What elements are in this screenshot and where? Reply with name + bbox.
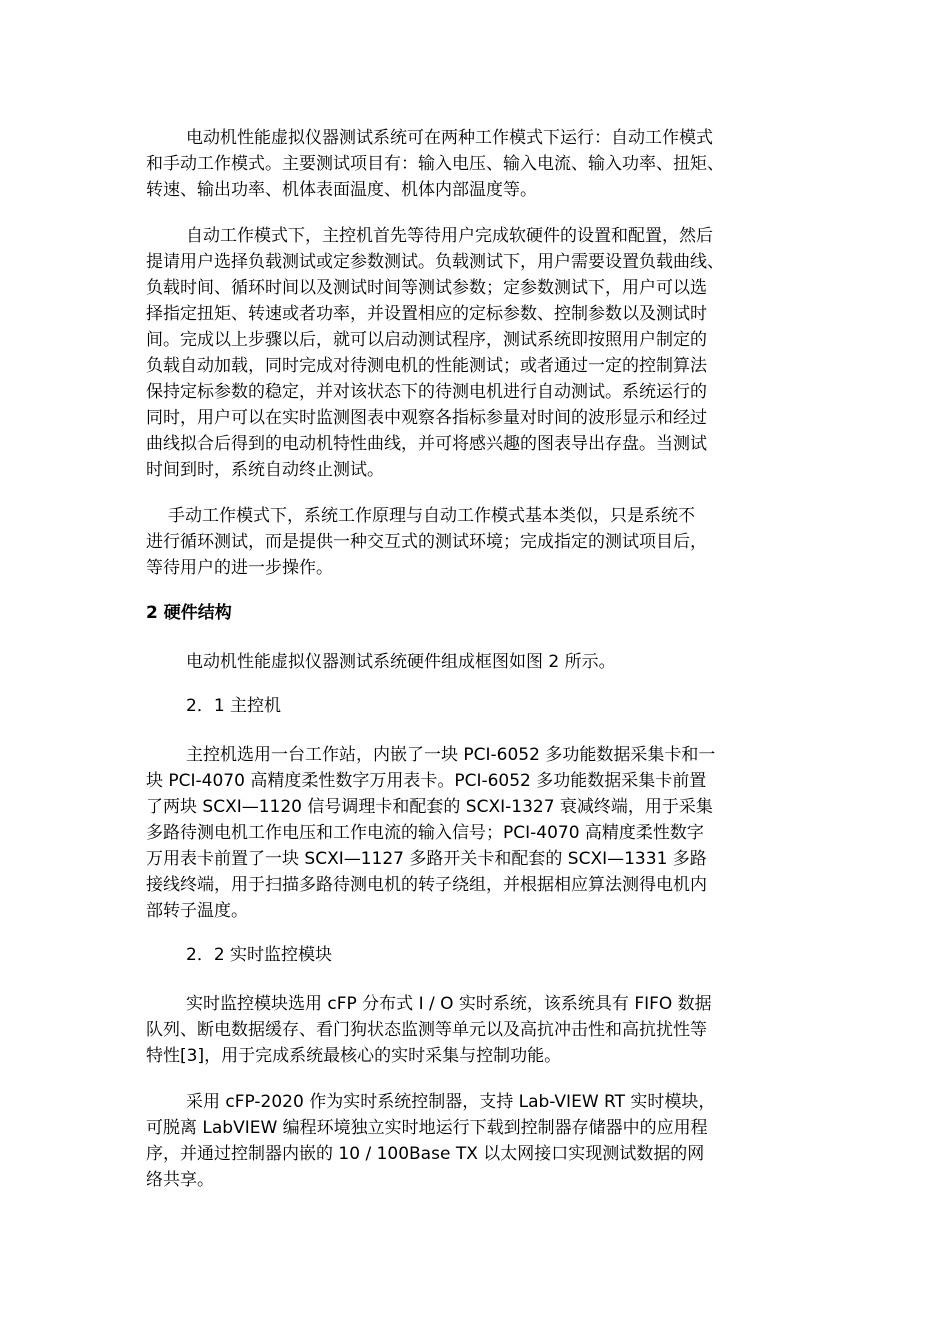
paragraph-2-line-4: 择指定扭矩、转速或者功率，并设置相应的定标参数、控制参数以及测试时 xyxy=(146,304,707,324)
paragraph-3-line-3: 等待用户的进一步操作。 xyxy=(146,558,333,578)
paragraph-5-line-6: 接线终端，用于扫描多路待测电机的转子绕组，并根据相应算法测得电机内 xyxy=(146,875,707,895)
paragraph-2-line-10: 时间到时，系统自动终止测试。 xyxy=(146,460,384,480)
paragraph-2-line-5: 间。完成以上步骤以后，就可以启动测试程序，测试系统即按照用户制定的 xyxy=(146,330,707,350)
paragraph-5-line-4: 多路待测电机工作电压和工作电流的输入信号；PCI-4070 高精度柔性数字 xyxy=(146,823,704,843)
paragraph-3-line-1: 手动工作模式下，系统工作原理与自动工作模式基本类似，只是系统不 xyxy=(168,506,695,526)
paragraph-2-line-3: 负载时间、循环时间以及测试时间等测试参数；定参数测试下，用户可以选 xyxy=(146,278,707,298)
paragraph-7-line-4: 络共享。 xyxy=(146,1170,214,1190)
subsection-heading-2-1: 2．1 主控机 xyxy=(186,696,282,716)
paragraph-7-line-3: 序，并通过控制器内嵌的 10 / 100Base TX 以太网接口实现测试数据的网 xyxy=(146,1144,705,1164)
paragraph-7-line-2: 可脱离 LabVIEW 编程环境独立实时地运行下载到控制器存储器中的应用程 xyxy=(146,1118,708,1138)
paragraph-4-line-1: 电动机性能虚拟仪器测试系统硬件组成框图如图 2 所示。 xyxy=(186,652,616,672)
paragraph-5-line-5: 万用表卡前置了一块 SCXI—1127 多路开关卡和配套的 SCXI—1331 多路 xyxy=(146,849,707,869)
paragraph-5-line-3: 了两块 SCXI—1120 信号调理卡和配套的 SCXI-1327 衰减终端，用于采集 xyxy=(146,797,713,817)
paragraph-5-line-7: 部转子温度。 xyxy=(146,901,248,921)
paragraph-1-line-2: 和手动工作模式。主要测试项目有：输入电压、输入电流、输入功率、扭矩、 xyxy=(146,154,724,174)
paragraph-3-line-2: 进行循环测试，而是提供一种交互式的测试环境；完成指定的测试项目后， xyxy=(146,532,707,552)
paragraph-6-line-3: 特性[3]，用于完成系统最核心的实时采集与控制功能。 xyxy=(146,1046,562,1066)
paragraph-2-line-1: 自动工作模式下，主控机首先等待用户完成软硬件的设置和配置，然后 xyxy=(186,226,713,246)
paragraph-6-line-1: 实时监控模块选用 cFP 分布式 I / O 实时系统，该系统具有 FIFO 数据 xyxy=(186,994,712,1014)
paragraph-2-line-2: 提请用户选择负载测试或定参数测试。负载测试下，用户需要设置负载曲线、 xyxy=(146,252,724,272)
paragraph-5-line-1: 主控机选用一台工作站，内嵌了一块 PCI-6052 多功能数据采集卡和一 xyxy=(186,745,716,765)
paragraph-2-line-6: 负载自动加载，同时完成对待测电机的性能测试；或者通过一定的控制算法 xyxy=(146,356,707,376)
paragraph-2-line-9: 曲线拟合后得到的电动机特性曲线，并可将感兴趣的图表导出存盘。当测试 xyxy=(146,434,707,454)
paragraph-2-line-8: 同时，用户可以在实时监测图表中观察各指标参量对时间的波形显示和经过 xyxy=(146,408,707,428)
paragraph-7-line-1: 采用 cFP-2020 作为实时系统控制器，支持 Lab-VIEW RT 实时模块， xyxy=(186,1092,716,1112)
paragraph-1-line-3: 转速、输出功率、机体表面温度、机体内部温度等。 xyxy=(146,180,537,200)
section-heading-2: 2 硬件结构 xyxy=(146,603,232,623)
paragraph-1-line-1: 电动机性能虚拟仪器测试系统可在两种工作模式下运行：自动工作模式 xyxy=(186,128,713,148)
subsection-heading-2-2: 2．2 实时监控模块 xyxy=(186,945,333,965)
paragraph-2-line-7: 保持定标参数的稳定，并对该状态下的待测电机进行自动测试。系统运行的 xyxy=(146,382,707,402)
paragraph-5-line-2: 块 PCI-4070 高精度柔性数字万用表卡。PCI-6052 多功能数据采集卡前置 xyxy=(146,771,707,791)
paragraph-6-line-2: 队列、断电数据缓存、看门狗状态监测等单元以及高抗冲击性和高抗扰性等 xyxy=(146,1020,707,1040)
